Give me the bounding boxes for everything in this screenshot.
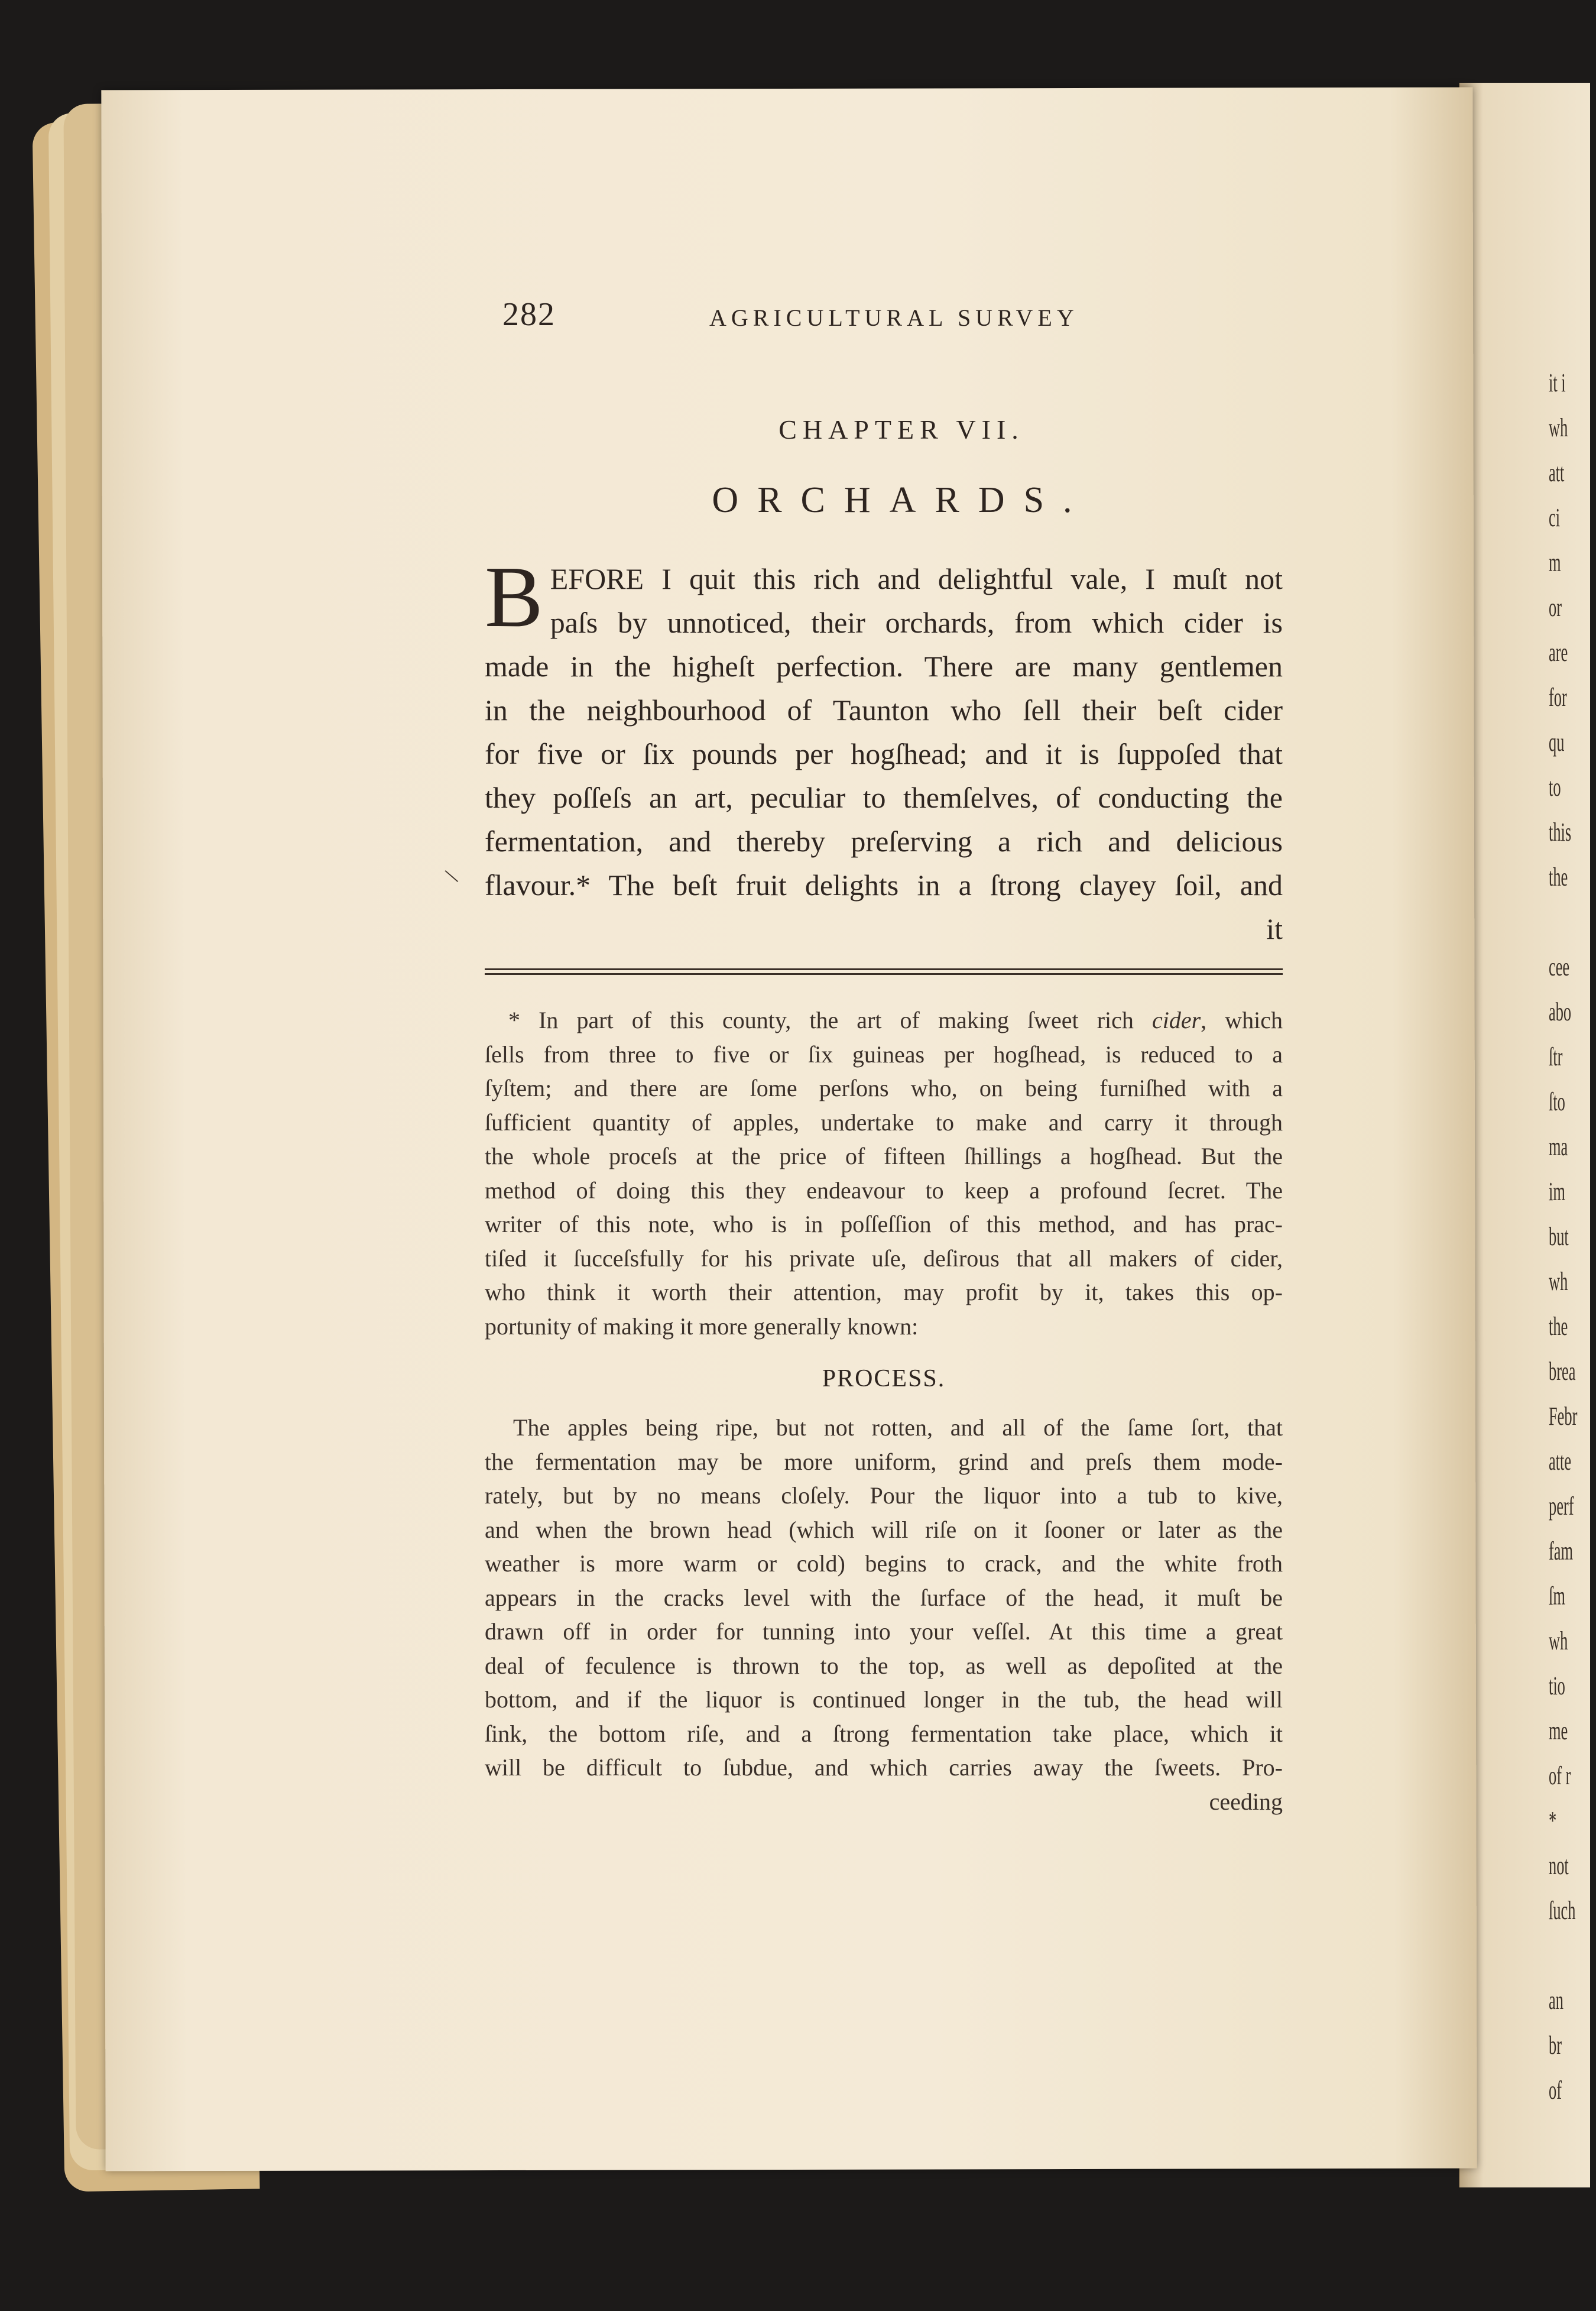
body-text: [485, 549, 1283, 951]
facing-page-fragment: ſm: [1549, 1581, 1565, 1610]
facing-page-fragment: are: [1549, 638, 1568, 667]
footnote: [485, 1003, 1283, 1343]
facing-page-fragment: me: [1549, 1716, 1568, 1745]
footnote-line: who think it worth their attention, may profit by it, takes this op-: [485, 1279, 1283, 1305]
chapter-heading: CHAPTER VII.: [778, 414, 1024, 445]
footnote-line: ſyſtem; and there are ſome perſons who, on being furniſhed with a: [485, 1075, 1283, 1101]
body-line: EFORE I quit this rich and delightful vale, I muſt not: [550, 562, 1283, 595]
facing-page-fragment: an: [1549, 1986, 1563, 2015]
facing-page-fragment: [1549, 900, 1577, 945]
facing-page-fragment: ſtr: [1549, 1042, 1563, 1071]
body-catchword: it: [1266, 912, 1283, 945]
facing-page-fragment: qu: [1549, 728, 1565, 757]
facing-page-fragment: fam: [1549, 1537, 1574, 1565]
footnote-line: method of doing this they endeavour to keep a profound ſecret. The: [485, 1176, 1283, 1204]
facing-page-fragment: but: [1549, 1222, 1569, 1251]
facing-page-fragment: of r: [1549, 1761, 1571, 1790]
facing-page-fragment: ci: [1549, 503, 1561, 532]
facing-page-fragment: for: [1549, 683, 1567, 712]
facing-page-fragment: im: [1549, 1177, 1565, 1206]
footnote-rule: [485, 968, 1283, 975]
facing-page-fragment: the: [1549, 863, 1568, 892]
facing-page-fragment: this: [1549, 818, 1572, 847]
process-line: the fermentation may be more uniform, grind and preſs them mode-: [485, 1448, 1283, 1475]
facing-page-fragment: ma: [1549, 1132, 1568, 1161]
body-line: paſs by unnoticed, their orchards, from which cider is: [550, 606, 1283, 639]
page-content: [485, 284, 1283, 1819]
body-line: in the neighbourhood of Taunton who ſell their beſt cider: [485, 693, 1283, 727]
italic-word: cider: [1151, 1007, 1201, 1033]
body-line: made in the higheſt perfection. There are many gentlemen: [485, 650, 1283, 683]
body-line: fermentation, and thereby preſerving a rich and delicious: [485, 825, 1283, 858]
process-line: drawn off in order for tunning into your veſſel. At this time a great: [485, 1618, 1283, 1645]
body-line: for five or ſix pounds per hogſhead; and it is ſuppoſed that: [485, 737, 1283, 770]
process-line: appears in the cracks level with the ſurface of the head, it muſt be: [485, 1584, 1283, 1611]
facing-page-fragment: att: [1549, 458, 1565, 487]
process-line: rately, but by no means cloſely. Pour the liquor into a tub to kive,: [485, 1482, 1283, 1509]
process-line: ſink, the bottom riſe, and a ſtrong fermentation take place, which it: [485, 1720, 1283, 1747]
running-head: AGRICULTURAL SURVEY: [709, 304, 1079, 331]
body-line: flavour.* The beſt fruit delights in a ſtrong clayey ſoil, and: [485, 868, 1283, 902]
facing-page-fragment: brea: [1549, 1357, 1576, 1386]
facing-page-fragment: of: [1549, 2076, 1562, 2105]
facing-page-fragment: abo: [1549, 997, 1572, 1026]
facing-page-fragment: br: [1549, 2031, 1562, 2060]
process-catchword: ceeding: [1209, 1788, 1283, 1815]
footnote-line: ſufficient quantity of apples, undertake to make and carry it through: [485, 1108, 1283, 1136]
page-number: 282: [502, 296, 556, 333]
facing-page-fragment: [1549, 1933, 1577, 1978]
facing-page-fragment: m: [1549, 548, 1561, 577]
page-header: [485, 284, 1283, 337]
facing-page: [1459, 83, 1590, 2187]
process-heading: PROCESS.: [822, 1365, 946, 1392]
facing-page-fragment: to: [1549, 773, 1561, 802]
facing-page-fragment: wh: [1549, 1267, 1568, 1296]
footnote-line: portunity of making it more generally known:: [485, 1312, 919, 1340]
facing-page-fragments: [1549, 361, 1596, 2113]
facing-page-fragment: wh: [1549, 1626, 1568, 1655]
process-text: [485, 1411, 1283, 1785]
margin-mark: \: [442, 863, 461, 889]
chapter-title: ORCHARDS.: [712, 480, 1091, 520]
facing-page-fragment: or: [1549, 593, 1562, 622]
footnote-line: the whole proceſs at the price of fifteen ſhillings a hogſhead. But the: [485, 1143, 1283, 1169]
process-line: and when the brown head (which will riſe on it ſooner or later as the: [485, 1516, 1283, 1543]
process-line: deal of feculence is thrown to the top, as well as depoſited at the: [485, 1652, 1283, 1679]
facing-page-fragment: Febr: [1549, 1402, 1578, 1431]
facing-page-fragment: tio: [1549, 1671, 1565, 1700]
facing-page-fragment: wh: [1549, 413, 1568, 442]
process-line: The apples being ripe, but not rotten, and all of the ſame ſort, that: [513, 1414, 1283, 1441]
footnote-line: ſells from three to five or ſix guineas per hogſhead, is reduced to a: [485, 1041, 1283, 1068]
footnote-line: writer of this note, who is in poſſeſſion of this method, and has prac-: [485, 1211, 1283, 1237]
footnote-line: tiſed it ſucceſsfully for his private uſe, deſirous that all makers of cider,: [485, 1244, 1283, 1272]
process-line: bottom, and if the liquor is continued longer in the tub, the head will: [485, 1686, 1283, 1713]
footnote-line: * In part of this county, the art of making ſweet rich cider, which: [508, 1007, 1283, 1033]
facing-page-fragment: cee: [1549, 952, 1570, 981]
body-line: they poſſeſs an art, peculiar to themſelves, of conducting the: [485, 781, 1283, 814]
process-line: will be difficult to ſubdue, and which carries away the ſweets. Pro-: [485, 1754, 1283, 1781]
facing-page-fragment: ſuch: [1549, 1896, 1576, 1925]
facing-page-fragment: *: [1549, 1806, 1557, 1835]
process-line: weather is more warm or cold) begins to crack, and the white froth: [485, 1550, 1283, 1577]
facing-page-fragment: not: [1549, 1851, 1569, 1880]
facing-page-fragment: the: [1549, 1312, 1568, 1341]
facing-page-fragment: ſto: [1549, 1087, 1565, 1116]
facing-page-fragment: it i: [1549, 368, 1566, 397]
facing-page-fragment: perf: [1549, 1492, 1574, 1521]
drop-cap: B: [485, 549, 543, 646]
facing-page-fragment: atte: [1549, 1447, 1572, 1476]
